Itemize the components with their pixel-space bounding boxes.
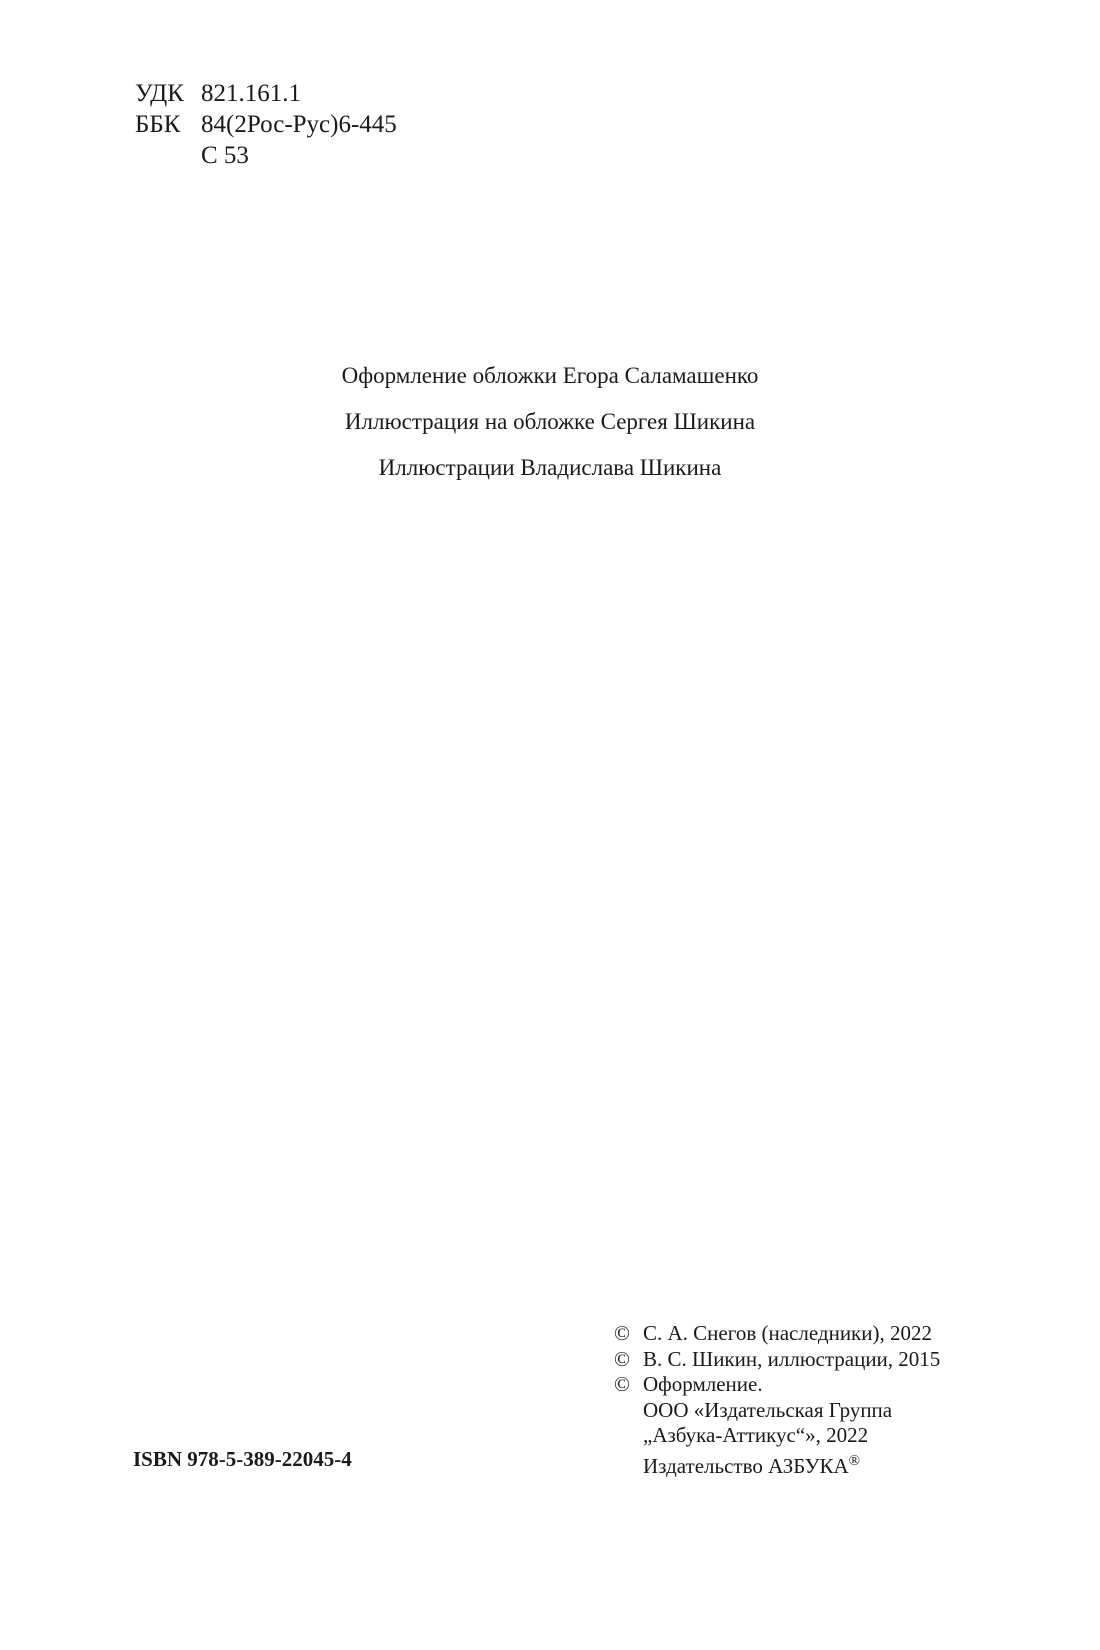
publisher-name: Издательство АЗБУКА bbox=[643, 1453, 849, 1478]
classification-block bbox=[135, 78, 397, 171]
copyright-continuation: ООО «Издательская Группа bbox=[643, 1397, 893, 1422]
copyright-line bbox=[614, 1347, 940, 1373]
copyright-line bbox=[614, 1321, 940, 1347]
cover-design-credit: Оформление обложки Егора Саламашенко bbox=[341, 363, 759, 388]
copyright-symbol: © bbox=[614, 1346, 630, 1371]
author-mark-row bbox=[135, 140, 397, 171]
bbk-value: 84(2Рос-Рус)6-445 bbox=[201, 111, 397, 138]
copyright-line bbox=[614, 1372, 940, 1398]
author-mark-value: С 53 bbox=[201, 142, 249, 169]
copyright-text: С. А. Снегов (наследники), 2022 bbox=[643, 1321, 932, 1345]
bbk-label: ББК bbox=[135, 111, 181, 138]
udk-label: УДК bbox=[135, 80, 184, 107]
bbk-row bbox=[135, 109, 397, 140]
credits-block bbox=[0, 362, 1100, 500]
copyright-text: Оформление. bbox=[643, 1372, 763, 1396]
illustrations-credit: Иллюстрации Владислава Шикина bbox=[378, 455, 722, 480]
copyright-continuation: „Азбука-Аттикус“», 2022 bbox=[643, 1423, 869, 1447]
copyright-block bbox=[614, 1321, 940, 1479]
copyright-symbol: © bbox=[614, 1321, 630, 1345]
isbn: ISBN 978-5-389-22045-4 bbox=[133, 1447, 352, 1471]
publisher-line bbox=[614, 1449, 940, 1480]
author-mark-label bbox=[135, 140, 201, 171]
cover-illustration-credit: Иллюстрация на обложке Сергея Шикина bbox=[344, 409, 756, 434]
copyright-symbol: © bbox=[614, 1372, 630, 1396]
registered-mark: ® bbox=[848, 1452, 861, 1469]
udk-value: 821.161.1 bbox=[201, 80, 301, 107]
udk-row bbox=[135, 78, 397, 109]
copyright-text: В. С. Шикин, иллюстрации, 2015 bbox=[643, 1346, 941, 1371]
